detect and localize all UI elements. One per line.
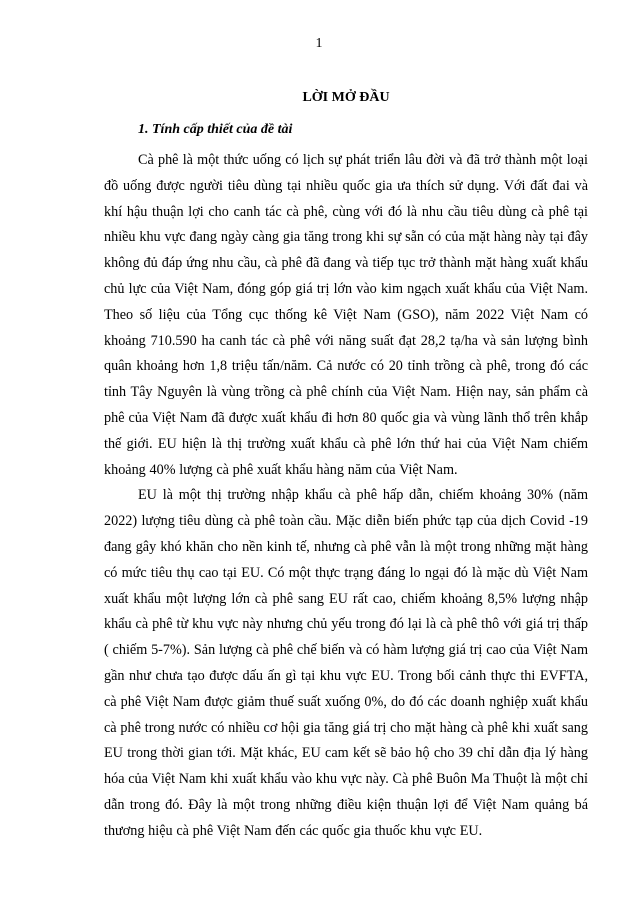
paragraph-1: Cà phê là một thức uống có lịch sự phát triển lâu đời và đã trở thành một loại đồ uống được người tiêu dùng tại nhiều quốc gia ưa thích sử dụng. Với đất đai và khí hậu thuận lợi cho canh tác cà phê, cùng với đó là nhu cầu tiêu dùng cà phê tại nhiều khu vực đang ngày càng gia tăng trong khi sự sẵn có của mặt hàng này tại đây không đủ đáp ứng nhu cầu, cà phê đã đang và tiếp tục trở thành mặt hàng xuất khẩu chủ lực của Việt Nam, đóng góp giá trị lớn vào kim ngạch xuất khẩu của Việt Nam. Theo số liệu của Tổng cục thống kê Việt Nam (GSO), năm 2022 Việt Nam có khoảng 710.590 ha canh tác cà phê với năng suất đạt 28,2 tạ/ha và sản lượng bình quân khoảng hơn 1,8 triệu tấn/năm. Cả nước có 20 tỉnh trồng cà phê, trong đó các tỉnh Tây Nguyên là vùng trồng cà phê chính của Việt Nam. Hiện nay, sản phẩm cà phê của Việt Nam đã được xuất khẩu đi hơn 80 quốc gia và vùng lãnh thổ trên khắp thế giới. EU hiện là thị trường xuất khẩu cà phê lớn thứ hai của Việt Nam chiếm khoảng 40% lượng cà phê xuất khẩu hàng năm của Việt Nam. [104,152,588,478]
document-heading: LỜI MỞ ĐẦU [302,90,390,105]
page-number: 1 [315,36,323,51]
paragraph-2: EU là một thị trường nhập khẩu cà phê hấp dẫn, chiếm khoảng 30% (năm 2022) lượng tiêu dùng cà phê toàn cầu. Mặc diễn biến phức tạp của dịch Covid -19 đang gây khó khăn cho nền kinh tế, nhưng cà phê vẫn là một trong những mặt hàng có mức tiêu thụ cao tại EU. Có một thực trạng đáng lo ngại đó là mặc dù Việt Nam xuất khẩu một lượng lớn cà phê sang EU rất cao, chiếm khoảng 8,5% lượng nhập khẩu cà phê từ khu vực này nhưng chủ yếu trong đó lại là cà phê thô với giá trị thấp ( chiếm 5-7%). Sản lượng cà phê chế biến và có hàm lượng giá trị cao của Việt Nam gần như chưa tạo được dấu ấn gì tại khu vực EU. Trong bối cảnh thực thi EVFTA, cà phê Việt Nam được giảm thuế suất xuống 0%, do đó các doanh nghiệp xuất khẩu cà phê trong nước có nhiều cơ hội gia tăng giá trị cho mặt hàng cà phê khi xuất sang EU trong thời gian tới. Mặt khác, EU cam kết sẽ bảo hộ cho 39 chỉ dẫn địa lý hàng hóa của Việt Nam khi xuất khẩu vào khu vực này. Cà phê Buôn Ma Thuột là một chỉ dẫn trong đó. Đây là một trong những điều kiện thuận lợi để Việt Nam quảng bá thương hiệu cà phê Việt Nam đến các quốc gia thuốc khu vực EU. [104,487,588,839]
section-title: 1. Tính cấp thiết của đề tài [138,122,293,137]
document-body [104,88,588,845]
